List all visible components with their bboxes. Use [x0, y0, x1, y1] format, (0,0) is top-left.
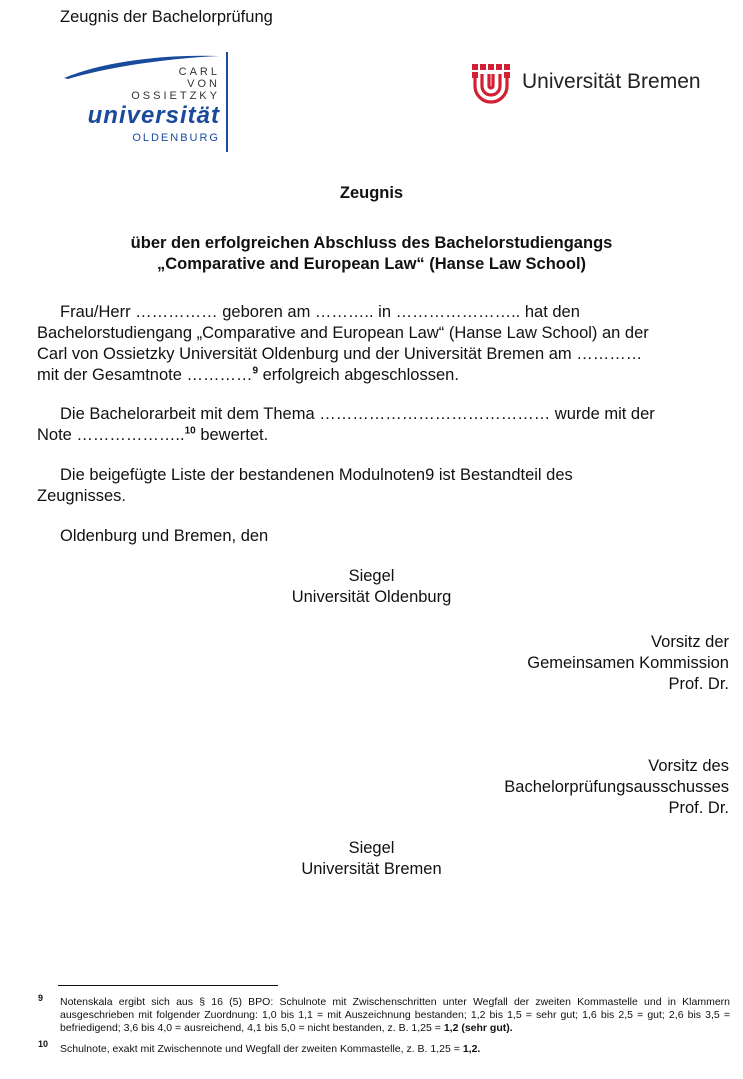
signature-commission-line-3: Prof. Dr.	[668, 675, 729, 693]
thesis-paragraph	[37, 404, 737, 446]
oldenburg-logo-name: universität	[87, 102, 220, 129]
para3-line-2: Zeugnisses.	[37, 487, 126, 505]
signature-commission-line-2: Gemeinsamen Kommission	[527, 654, 729, 672]
certificate-paragraph	[37, 302, 737, 386]
document-title: Zeugnis	[339, 184, 404, 202]
signature-commission	[527, 632, 729, 695]
oldenburg-logo-rule	[226, 52, 228, 152]
para3-line-1: Die beigefügte Liste der bestandenen Modulnoten9 ist Bestandteil des	[60, 466, 573, 484]
signature-exam-board-line-2: Bachelorprüfungsausschusses	[504, 778, 729, 796]
seal-oldenburg-label: Siegel	[348, 567, 395, 585]
bremen-logo	[470, 62, 720, 106]
document-header: Zeugnis der Bachelorprüfung	[60, 8, 273, 26]
oldenburg-logo	[62, 52, 232, 156]
footnote-9-number: 9	[38, 993, 44, 1003]
seal-oldenburg-university: Universität Oldenburg	[291, 588, 452, 606]
seal-oldenburg	[0, 566, 743, 608]
subtitle-line-2: „Comparative and European Law“ (Hanse Law School)	[156, 255, 587, 273]
seal-bremen-label: Siegel	[348, 839, 395, 857]
signature-commission-line-1: Vorsitz der	[651, 633, 729, 651]
oldenburg-logo-city: OLDENBURG	[132, 132, 220, 144]
para1-line-1: Frau/Herr …………… geboren am ……….. in ………………….. hat den	[60, 303, 580, 321]
footnote-10: Schulnote, exakt mit Zwischennote und Wegfall der zweiten Kommastelle, z. B. 1,25 = 1,2.	[60, 1043, 481, 1055]
signature-exam-board-line-1: Vorsitz des	[648, 757, 729, 775]
bremen-emblem-icon	[470, 62, 516, 106]
footnote-ref-9: 9	[252, 365, 259, 377]
para2-line-1: Die Bachelorarbeit mit dem Thema …………………………………… wurde mit der	[60, 405, 655, 423]
place-date: Oldenburg und Bremen, den	[60, 527, 269, 545]
subtitle-line-1: über den erfolgreichen Abschluss des Bachelorstudiengangs	[130, 234, 613, 252]
para1-line-2: Bachelorstudiengang „Comparative and European Law“ (Hanse Law School) an der	[37, 324, 649, 342]
seal-bremen	[0, 838, 743, 880]
footnote-divider	[58, 985, 278, 986]
para1-line-3: Carl von Ossietzky Universität Oldenburg und der Universität Bremen am …………	[37, 345, 643, 363]
oldenburg-logo-carl: CARL VON OSSIETZKY	[131, 66, 220, 102]
para1-line-4: mit der Gesamtnote …………$^9$ erfolgreich abgeschlossen.	[37, 365, 459, 384]
bremen-logo-name: Universität Bremen	[522, 70, 701, 93]
para2-line-2: Note ………………..$^{10}$ bewertet.	[37, 425, 269, 444]
footnote-10-number: 10	[38, 1039, 49, 1049]
module-list-paragraph	[37, 465, 737, 507]
seal-bremen-university: Universität Bremen	[301, 860, 442, 878]
signature-exam-board-line-3: Prof. Dr.	[668, 799, 729, 817]
signature-exam-board	[504, 756, 729, 819]
footnote-ref-10: 10	[184, 425, 196, 437]
footnote-9: Notenskala ergibt sich aus § 16 (5) BPO: Schulnote mit Zwischenschritten unter Wegfall der zweiten Kommastelle und in Klammern ausgeschrieben mit folgender Zuordnung: 1,0 bis 1,1 = mit Auszeichnung bestanden; 1,2 bis 1,5 = sehr gut; 1,6 bis 2,5 = gut; 2,6 bis 3,5 = befriedigend; 3,6 bis 4,0 = ausreichend, 4,1 bis 5,0 = nicht bestanden, z. B. 1,25 = 1,2 (sehr gut).	[60, 996, 730, 1034]
